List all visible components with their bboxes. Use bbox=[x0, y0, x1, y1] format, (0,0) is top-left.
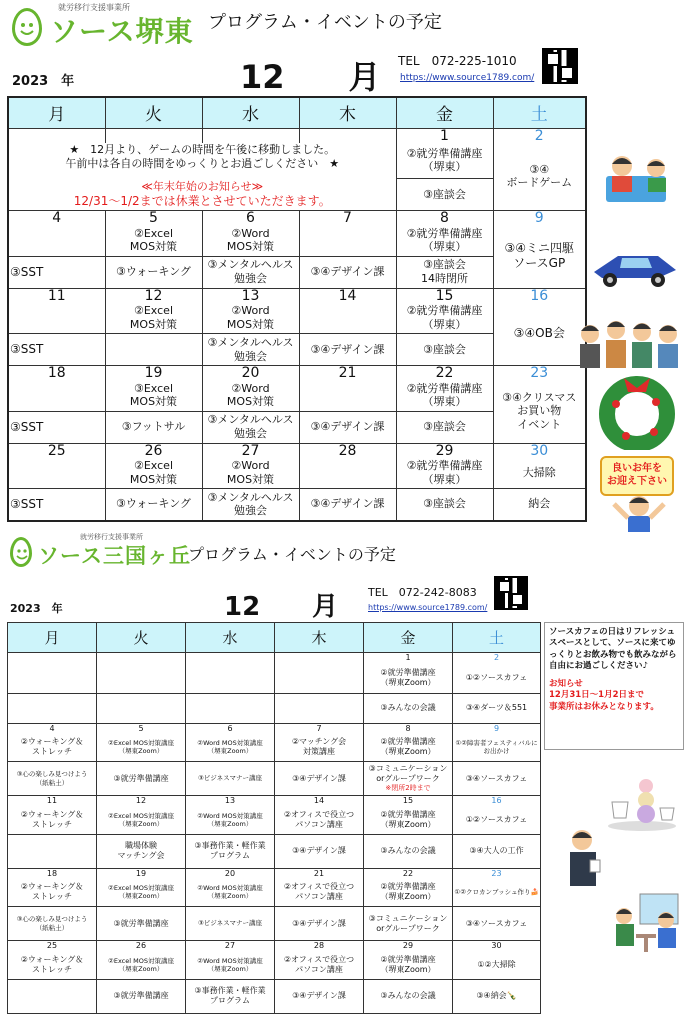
event-cell: ③就労準備講座 bbox=[97, 907, 186, 941]
weekday-fri: 金 bbox=[396, 97, 493, 128]
event-cell: ②就労準備講座 （堺東Zoom） bbox=[364, 663, 453, 693]
event-cell: ③座談会 bbox=[396, 411, 493, 443]
event-cell: ③SST bbox=[8, 489, 105, 521]
cafe-chatting-people-icon bbox=[610, 890, 682, 954]
cafe-description: ソースカフェの日はリフレッシュスペースとして、ソースに来てゆっくりとお飲み物でも飲みながら自由にお過ごしください♪ bbox=[549, 627, 677, 672]
day-number: 27 bbox=[202, 443, 299, 458]
day-number: 5 bbox=[97, 723, 186, 734]
day-number: 9 bbox=[453, 723, 541, 734]
event-cell: ③④大人の工作 bbox=[453, 834, 541, 868]
event-cell: ①②ソースカフェ bbox=[453, 663, 541, 693]
day-number: 8 bbox=[396, 211, 493, 226]
day-number: 11 bbox=[8, 288, 105, 303]
event-cell: ③ビジネスマナー講座 bbox=[186, 907, 275, 941]
cheering-person-icon bbox=[608, 492, 670, 532]
day-number: 19 bbox=[105, 366, 202, 381]
notice-title: お知らせ bbox=[549, 678, 583, 689]
day-number: 18 bbox=[8, 366, 105, 381]
event-cell: ③④デザイン課 bbox=[299, 411, 396, 443]
event-cell: ③④ソースカフェ bbox=[453, 907, 541, 941]
day-number: 2 bbox=[453, 653, 541, 664]
smile-logo-icon bbox=[10, 537, 32, 567]
event-cell: ②就労準備講座 （堺東） bbox=[396, 458, 493, 489]
event-cell: ②Word MOS対策 bbox=[202, 458, 299, 489]
notice-line: ≪年末年始のお知らせ≫ bbox=[141, 179, 264, 193]
event-cell: ①②障害者フェスティバルに お出かけ bbox=[453, 734, 541, 762]
event-cell: ③就労準備講座 bbox=[97, 762, 186, 796]
tea-set-icon bbox=[604, 772, 680, 832]
event-cell: ③SST bbox=[8, 411, 105, 443]
weekday-mon: 月 bbox=[8, 97, 105, 128]
top-logo-subtitle: 就労移行支援事業所 bbox=[58, 3, 130, 12]
bottom-qr-code-icon bbox=[494, 576, 528, 610]
weekday-fri: 金 bbox=[364, 623, 453, 653]
event-cell: ②ウォーキング＆ ストレッチ bbox=[8, 806, 97, 834]
event-cell: ②就労準備講座 （堺東） bbox=[396, 143, 493, 179]
weekday-wed: 水 bbox=[202, 97, 299, 128]
day-number: 14 bbox=[275, 796, 364, 807]
event-cell: ②Excel MOS対策講座 （堺東Zoom） bbox=[97, 951, 186, 979]
event-cell: ②ウォーキング＆ ストレッチ bbox=[8, 879, 97, 907]
event-note: ※閉所2時まで bbox=[385, 784, 431, 793]
day-number: 11 bbox=[8, 796, 97, 807]
weekday-sat: 土 bbox=[493, 97, 586, 128]
weekday-thu: 木 bbox=[275, 623, 364, 653]
event-cell: ③フットサル bbox=[105, 411, 202, 443]
event-text: ③コミュニケーション orグループワーク bbox=[368, 764, 448, 784]
event-cell: ③SST bbox=[8, 256, 105, 288]
event-cell: ②Word MOS対策講座 （堺東Zoom） bbox=[186, 806, 275, 834]
bottom-month: 12 月 bbox=[224, 592, 339, 622]
event-cell: ③④ ボードゲーム bbox=[493, 143, 586, 211]
day-number: 2 bbox=[493, 128, 586, 143]
top-url-link[interactable]: https://www.source1789.com/ bbox=[400, 73, 535, 83]
event-cell: ②Word MOS対策 bbox=[202, 380, 299, 411]
day-number: 22 bbox=[396, 366, 493, 381]
day-number: 28 bbox=[299, 443, 396, 458]
event-cell: ②就労準備講座 （堺東Zoom） bbox=[364, 734, 453, 762]
day-number: 20 bbox=[186, 868, 275, 879]
weekday-sat: 土 bbox=[453, 623, 541, 653]
day-number: 16 bbox=[453, 796, 541, 807]
day-number: 1 bbox=[364, 653, 453, 664]
event-cell: ②就労準備講座 （堺東） bbox=[396, 303, 493, 334]
event-cell: ②Excel MOS対策講座 （堺東Zoom） bbox=[97, 734, 186, 762]
top-page-title: プログラム・イベントの予定 bbox=[208, 12, 442, 33]
weekday-tue: 火 bbox=[105, 97, 202, 128]
bottom-url-link[interactable]: https://www.source1789.com/ bbox=[368, 603, 488, 612]
event-cell: 職場体験 マッチング会 bbox=[97, 834, 186, 868]
top-calendar bbox=[7, 96, 587, 522]
event-cell: ②Word MOS対策 bbox=[202, 225, 299, 256]
day-number: 7 bbox=[299, 211, 396, 226]
day-number: 26 bbox=[97, 941, 186, 952]
newyear-sign: 良いお年を お迎え下さい bbox=[600, 456, 674, 496]
weekday-thu: 木 bbox=[299, 97, 396, 128]
day-number: 29 bbox=[364, 941, 453, 952]
event-cell: ③④デザイン課 bbox=[275, 834, 364, 868]
day-number: 13 bbox=[186, 796, 275, 807]
day-number: 8 bbox=[364, 723, 453, 734]
event-cell: ③④ダーツ＆551 bbox=[453, 693, 541, 723]
top-year: 2023 年 bbox=[12, 74, 75, 89]
top-month: 12 月 bbox=[240, 58, 381, 96]
event-cell: ②Excel MOS対策講座 （堺東Zoom） bbox=[97, 806, 186, 834]
event-cell: ②就労準備講座 （堺東Zoom） bbox=[364, 951, 453, 979]
weekday-tue: 火 bbox=[97, 623, 186, 653]
event-cell: ③④OB会 bbox=[493, 303, 586, 366]
bottom-calendar bbox=[7, 622, 541, 1014]
day-number: 30 bbox=[493, 443, 586, 458]
event-cell: ②Excel MOS対策講座 （堺東Zoom） bbox=[97, 879, 186, 907]
event-cell: ③座談会 bbox=[396, 489, 493, 521]
event-cell: ③④デザイン課 bbox=[275, 979, 364, 1013]
event-cell: ②Word MOS対策講座 （堺東Zoom） bbox=[186, 951, 275, 979]
event-cell: ③④デザイン課 bbox=[299, 256, 396, 288]
day-number: 7 bbox=[275, 723, 364, 734]
day-number: 28 bbox=[275, 941, 364, 952]
event-cell: ②Word MOS対策 bbox=[202, 303, 299, 334]
event-cell: ③コミュニケーション orグループワーク bbox=[364, 907, 453, 941]
event-cell: ③④デザイン課 bbox=[299, 334, 396, 366]
weekday-wed: 水 bbox=[186, 623, 275, 653]
event-cell: ②Excel MOS対策 bbox=[105, 303, 202, 334]
bottom-tel: TEL 072-242-8083 bbox=[368, 586, 477, 599]
event-cell: ③メンタルヘルス 勉強会 bbox=[202, 489, 299, 521]
event-cell: ③④デザイン課 bbox=[275, 762, 364, 796]
day-number: 26 bbox=[105, 443, 202, 458]
event-cell: ②ウォーキング＆ ストレッチ bbox=[8, 951, 97, 979]
cafe-info-box bbox=[544, 622, 684, 750]
event-cell: ②ウォーキング＆ ストレッチ bbox=[8, 734, 97, 762]
bottom-weekday-header bbox=[8, 623, 541, 653]
bottom-logo-subtitle: 就労移行支援事業所 bbox=[80, 533, 143, 541]
event-cell: ②Excel MOS対策 bbox=[105, 225, 202, 256]
event-cell: ①②大掃除 bbox=[453, 951, 541, 979]
event-cell: 大掃除 bbox=[493, 458, 586, 489]
notice-line: 12/31～1/2までは休業とさせていただきます。 bbox=[73, 193, 331, 208]
board-game-illustration-icon bbox=[594, 148, 680, 210]
weekday-mon: 月 bbox=[8, 623, 97, 653]
christmas-wreath-icon bbox=[596, 370, 678, 450]
event-cell: ③④ミニ四駆 ソースGP bbox=[493, 225, 586, 288]
event-cell: ②オフィスで役立つ パソコン講座 bbox=[275, 806, 364, 834]
event-cell: ③ウォーキング bbox=[105, 256, 202, 288]
day-number: 4 bbox=[8, 211, 105, 226]
day-number: 1 bbox=[396, 128, 493, 143]
event-cell: ③座談会 bbox=[396, 334, 493, 366]
event-cell: ③ビジネスマナー講座 bbox=[186, 762, 275, 796]
day-number: 6 bbox=[202, 211, 299, 226]
day-number: 22 bbox=[364, 868, 453, 879]
day-number: 15 bbox=[364, 796, 453, 807]
event-cell: ③④デザイン課 bbox=[275, 907, 364, 941]
event-cell: ①②クロカンブッシュ作り🍰 bbox=[453, 879, 541, 907]
day-number: 23 bbox=[493, 366, 586, 381]
smile-logo-icon bbox=[12, 8, 42, 46]
event-cell: ③心の楽しみ見つけよう （紙粘土） bbox=[8, 907, 97, 941]
day-number: 13 bbox=[202, 288, 299, 303]
notice-line: 午前中は各自の時間をゆっくりとお過ごしください ★ bbox=[65, 157, 340, 171]
event-cell: ②オフィスで役立つ パソコン講座 bbox=[275, 951, 364, 979]
event-cell: ②就労準備講座 （堺東Zoom） bbox=[364, 879, 453, 907]
event-cell: ②Word MOS対策講座 （堺東Zoom） bbox=[186, 879, 275, 907]
day-number: 6 bbox=[186, 723, 275, 734]
event-cell: ③みんなの会議 bbox=[364, 834, 453, 868]
event-cell: ②就労準備講座 （堺東） bbox=[396, 380, 493, 411]
event-cell: ③④クリスマス お買い物 イベント bbox=[493, 380, 586, 443]
event-cell: ③座談会 bbox=[396, 179, 493, 211]
top-weekday-header bbox=[8, 97, 586, 128]
top-notice bbox=[8, 143, 396, 211]
day-number: 29 bbox=[396, 443, 493, 458]
event-cell: ③座談会 14時閉所 bbox=[396, 256, 493, 288]
top-qr-code-icon bbox=[542, 48, 578, 84]
event-cell: ③みんなの会議 bbox=[364, 979, 453, 1013]
day-number: 23 bbox=[453, 868, 541, 879]
day-number: 21 bbox=[299, 366, 396, 381]
event-cell: ③Excel MOS対策 bbox=[105, 380, 202, 411]
mini-4wd-car-icon bbox=[588, 244, 680, 290]
notice-line: ★ 12月より、ゲームの時間を午後に移動しました。 bbox=[69, 143, 336, 156]
bottom-year: 2023 年 bbox=[10, 602, 63, 615]
day-number: 27 bbox=[186, 941, 275, 952]
event-cell: ③メンタルヘルス 勉強会 bbox=[202, 334, 299, 366]
event-cell: ③メンタルヘルス 勉強会 bbox=[202, 256, 299, 288]
event-cell: ①②ソースカフェ bbox=[453, 806, 541, 834]
event-cell: ③SST bbox=[8, 334, 105, 366]
event-cell: ③④デザイン課 bbox=[299, 489, 396, 521]
event-cell: ③④ソースカフェ bbox=[453, 762, 541, 796]
day-number: 15 bbox=[396, 288, 493, 303]
day-number: 30 bbox=[453, 941, 541, 952]
event-cell: ②就労準備講座 （堺東） bbox=[396, 225, 493, 256]
day-number: 4 bbox=[8, 723, 97, 734]
event-cell bbox=[364, 762, 453, 796]
event-cell: ②就労準備講座 （堺東Zoom） bbox=[364, 806, 453, 834]
day-number: 16 bbox=[493, 288, 586, 303]
top-logo-name: ソース堺東 bbox=[50, 15, 194, 48]
event-cell: ②Excel MOS対策 bbox=[105, 458, 202, 489]
event-cell: 納会 bbox=[493, 489, 586, 521]
day-number: 25 bbox=[8, 443, 105, 458]
day-number: 14 bbox=[299, 288, 396, 303]
bottom-logo bbox=[10, 534, 191, 570]
event-cell: ③ウォーキング bbox=[105, 489, 202, 521]
day-number: 9 bbox=[493, 211, 586, 226]
coffee-person-icon bbox=[560, 824, 608, 888]
event-cell: ③事務作業・軽作業 プログラム bbox=[186, 979, 275, 1013]
day-number: 12 bbox=[105, 288, 202, 303]
event-cell: ②マッチング会 対策講座 bbox=[275, 734, 364, 762]
day-number: 18 bbox=[8, 868, 97, 879]
day-number: 25 bbox=[8, 941, 97, 952]
event-cell: ③心の楽しみ見つけよう （紙粘土） bbox=[8, 762, 97, 796]
bottom-page-title: プログラム・イベントの予定 bbox=[188, 545, 396, 564]
day-number: 19 bbox=[97, 868, 186, 879]
top-logo bbox=[12, 4, 194, 50]
event-cell: ③事務作業・軽作業 プログラム bbox=[186, 834, 275, 868]
day-number: 20 bbox=[202, 366, 299, 381]
event-cell: ③みんなの会議 bbox=[364, 693, 453, 723]
event-cell: ③④納会🍾 bbox=[453, 979, 541, 1013]
day-number: 21 bbox=[275, 868, 364, 879]
bottom-logo-name: ソース三国ヶ丘 bbox=[38, 544, 191, 568]
top-tel: TEL 072-225-1010 bbox=[398, 54, 517, 68]
event-cell: ③メンタルヘルス 勉強会 bbox=[202, 411, 299, 443]
event-cell: ②Word MOS対策講座 （堺東Zoom） bbox=[186, 734, 275, 762]
day-number: 12 bbox=[97, 796, 186, 807]
notice-body: 12月31日～1月2日まで 事業所はお休みとなります。 bbox=[549, 690, 659, 712]
day-number: 5 bbox=[105, 211, 202, 226]
event-cell: ②オフィスで役立つ パソコン講座 bbox=[275, 879, 364, 907]
event-cell: ③就労準備講座 bbox=[97, 979, 186, 1013]
ob-meeting-people-icon bbox=[572, 316, 682, 372]
